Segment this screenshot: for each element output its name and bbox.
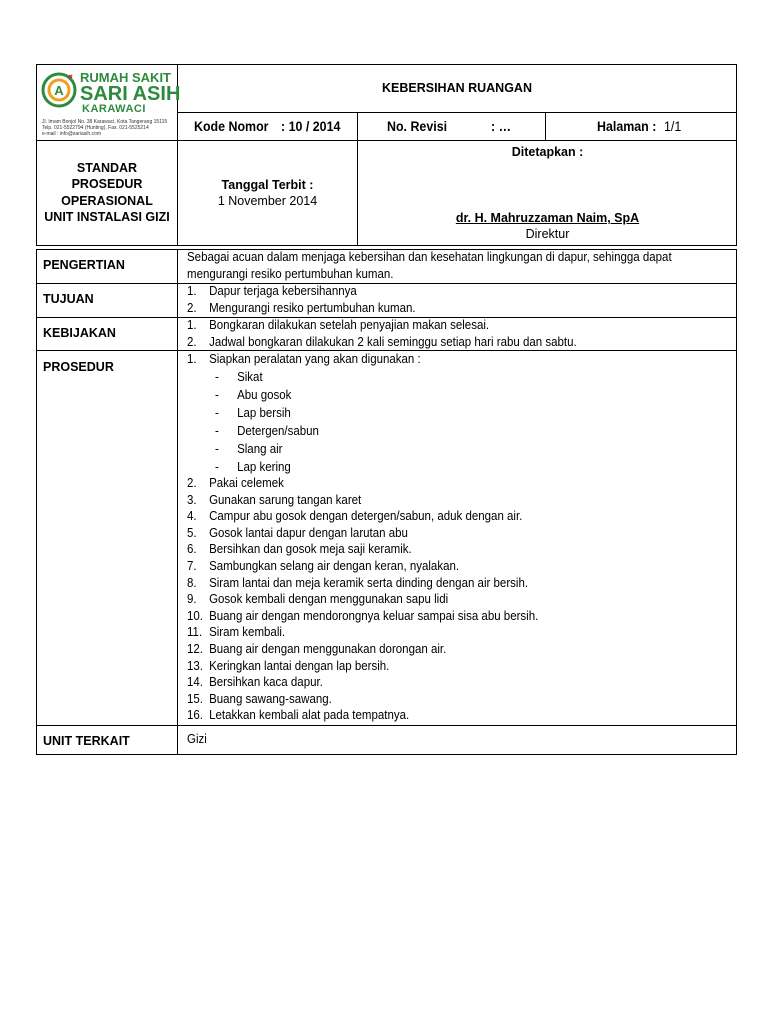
divider	[177, 112, 737, 113]
list-item: 8. Siram lantai dan meja keramik serta dinding dengan air bersih.	[187, 575, 529, 590]
signer-name: dr. H. Mahruzzaman Naim, SpA	[455, 211, 640, 225]
ditetapkan-label: Ditetapkan :	[511, 145, 584, 159]
tool-item: - Abu gosok	[215, 388, 292, 402]
divider	[36, 283, 737, 284]
list-item: 11. Siram kembali.	[187, 625, 286, 640]
list-item: 14. Bersihkan kaca dapur.	[187, 675, 323, 690]
section-label-pengertian: PENGERTIAN	[43, 258, 125, 272]
halaman-value: 1/1	[664, 119, 682, 134]
tool-item: - Lap kering	[215, 460, 291, 474]
revisi-value: : …	[491, 119, 512, 134]
halaman-label: Halaman :	[597, 119, 657, 134]
hospital-logo	[38, 66, 181, 140]
list-item: 12. Buang air dengan menggunakan dorongan air.	[187, 642, 447, 656]
tool-item: - Detergen/sabun	[215, 424, 319, 438]
unit-terkait-value: Gizi	[187, 732, 207, 746]
sop-line: STANDAR	[76, 161, 138, 175]
list-item: 2. Pakai celemek	[187, 476, 284, 490]
list-item: 10. Buang air dengan mendorongnya keluar sampai sisa abu bersih.	[187, 608, 539, 623]
revisi-label: No. Revisi	[387, 119, 448, 134]
list-item: 1. Bongkaran dilakukan setelah penyajian makan selesai.	[187, 318, 490, 332]
text-line: mengurangi resiko pertumbuhan kuman.	[187, 266, 394, 281]
list-item: 13. Keringkan lantai dengan lap bersih.	[187, 658, 390, 673]
tool-item: - Lap bersih	[215, 406, 291, 420]
kode-label: Kode Nomor	[194, 119, 269, 134]
logo-emblem-icon	[41, 72, 77, 108]
section-label-kebijakan: KEBIJAKAN	[43, 326, 116, 340]
list-item: 6. Bersihkan dan gosok meja saji keramik.	[187, 542, 412, 557]
divider	[545, 112, 546, 140]
divider	[36, 725, 737, 726]
list-item: 3. Gunakan sarung tangan karet	[187, 492, 362, 507]
logo-email: e-mail : info@sariasih.com	[42, 131, 101, 137]
list-item: 1. Dapur terjaga kebersihannya	[187, 284, 357, 298]
signer-title: Direktur	[525, 227, 570, 241]
list-item: 5. Gosok lantai dapur dengan larutan abu	[187, 525, 408, 540]
tool-item: - Sikat	[215, 370, 263, 384]
divider	[177, 249, 178, 755]
logo-phone: Telp. 021-5522794 (Hunting), Fax. 021-5525214	[42, 125, 149, 131]
tool-item: - Slang air	[215, 442, 283, 456]
list-item: 2. Mengurangi resiko pertumbuhan kuman.	[187, 300, 416, 315]
section-label-tujuan: TUJUAN	[43, 292, 94, 306]
text-line: Sebagai acuan dalam menjaga kebersihan dan kesehatan lingkungan di dapur, sehingga dapat	[187, 250, 672, 264]
divider	[36, 140, 737, 141]
svg-text:A: A	[54, 83, 64, 98]
list-item: 1. Siapkan peralatan yang akan digunakan :	[187, 352, 421, 366]
list-item: 4. Campur abu gosok dengan detergen/sabun, aduk dengan air.	[187, 509, 523, 524]
logo-line1: RUMAH SAKIT	[80, 70, 171, 85]
sop-line: PROSEDUR	[71, 177, 143, 191]
section-label-prosedur: PROSEDUR	[43, 360, 114, 374]
tanggal-value: 1 November 2014	[217, 194, 318, 208]
document-title: KEBERSIHAN RUANGAN	[381, 81, 532, 95]
list-item: 2. Jadwal bongkaran dilakukan 2 kali seminggu setiap hari rabu dan sabtu.	[187, 334, 577, 349]
list-item: 9. Gosok kembali dengan menggunakan sapu lidi	[187, 592, 449, 607]
logo-address: Jl. Imam Bonjol No. 38 Karawaci, Kota Tangerang 15115	[42, 119, 168, 125]
section-label-unit-terkait: UNIT TERKAIT	[43, 734, 130, 748]
kode-value: : 10 / 2014	[281, 119, 341, 134]
sop-line: OPERASIONAL	[61, 194, 153, 208]
list-item: 7. Sambungkan selang air dengan keran, nyalakan.	[187, 559, 460, 573]
tanggal-label: Tanggal Terbit :	[221, 178, 314, 192]
list-item: 15. Buang sawang-sawang.	[187, 691, 332, 706]
sop-line: UNIT INSTALASI GIZI	[44, 210, 170, 224]
list-item: 16. Letakkan kembali alat pada tempatnya.	[187, 708, 410, 723]
logo-line2: SARI ASIH	[80, 83, 181, 105]
logo-line3: KARAWACI	[82, 103, 146, 115]
